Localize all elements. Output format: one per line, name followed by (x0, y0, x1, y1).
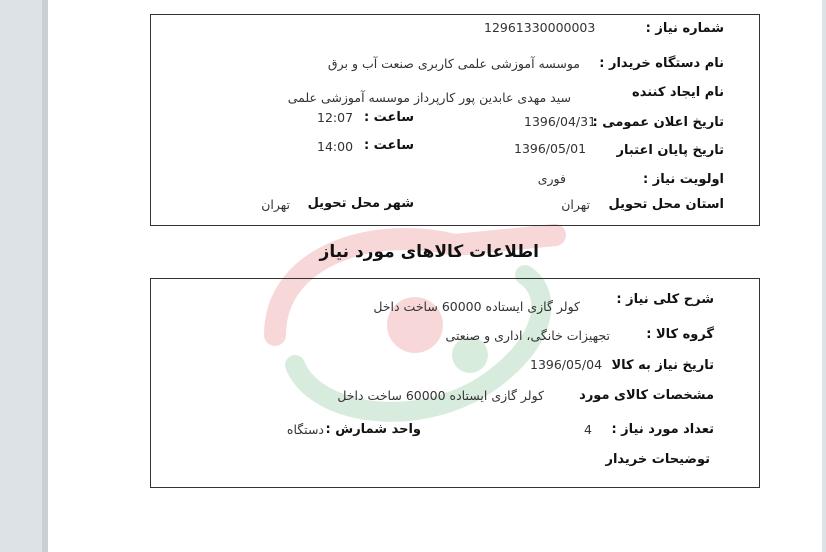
need-number-label: شماره نیاز : (645, 21, 724, 36)
goods-group-value: تجهیزات خانگی، اداری و صنعتی (445, 328, 610, 343)
delivery-province-label: استان محل تحویل (608, 197, 724, 212)
right-side-strip (822, 0, 826, 552)
general-description-value: کولر گازی ایستاده 60000 ساخت داخل (373, 299, 580, 314)
left-side-strip (0, 0, 48, 552)
delivery-city-label: شهر محل تحویل (307, 196, 414, 211)
creator-value: سید مهدی عابدین پور کارپرداز موسسه آموزشی علمی (287, 90, 571, 105)
priority-value: فوری (537, 171, 566, 186)
buyer-notes-label: توضیحات خریدار (605, 452, 710, 467)
quantity-value: 4 (584, 422, 592, 437)
validity-end-time-value: 14:00 (317, 139, 354, 154)
priority-label: اولویت نیاز : (642, 172, 724, 187)
delivery-city-value: تهران (261, 197, 290, 212)
buyer-org-value: موسسه آموزشی علمی کاربری صنعت آب و برق (327, 56, 580, 71)
quantity-label: تعداد مورد نیاز : (611, 422, 714, 437)
public-announce-time-value: 12:07 (317, 110, 354, 125)
public-announce-date-value: 1396/04/31 (524, 114, 597, 129)
buyer-org-label: نام دستگاه خریدار : (599, 56, 724, 71)
public-announce-date-label: تاریخ اعلان عمومی : (592, 115, 724, 130)
validity-end-date-label: تاریخ پایان اعتبار (616, 143, 724, 158)
need-date-label: تاریخ نیاز به کالا (611, 358, 714, 373)
goods-group-label: گروه کالا : (646, 327, 714, 342)
public-announce-time-label: ساعت : (363, 110, 414, 125)
validity-end-date-value: 1396/05/01 (514, 141, 587, 156)
goods-spec-label: مشخصات کالای مورد (579, 388, 714, 403)
creator-label: نام ایجاد کننده (632, 85, 724, 100)
goods-spec-value: کولر گازی ایستاده 60000 ساخت داخل (337, 388, 544, 403)
need-date-value: 1396/05/04 (530, 357, 603, 372)
unit-label: واحد شمارش : (325, 422, 421, 437)
section-title: اطلاعات کالاهای مورد نیاز (319, 242, 539, 262)
delivery-province-value: تهران (561, 197, 590, 212)
validity-end-time-label: ساعت : (363, 138, 414, 153)
need-number-value: 12961330000003 (484, 20, 596, 35)
general-description-label: شرح کلی نیاز : (616, 292, 714, 307)
unit-value: دستگاه (286, 422, 324, 437)
